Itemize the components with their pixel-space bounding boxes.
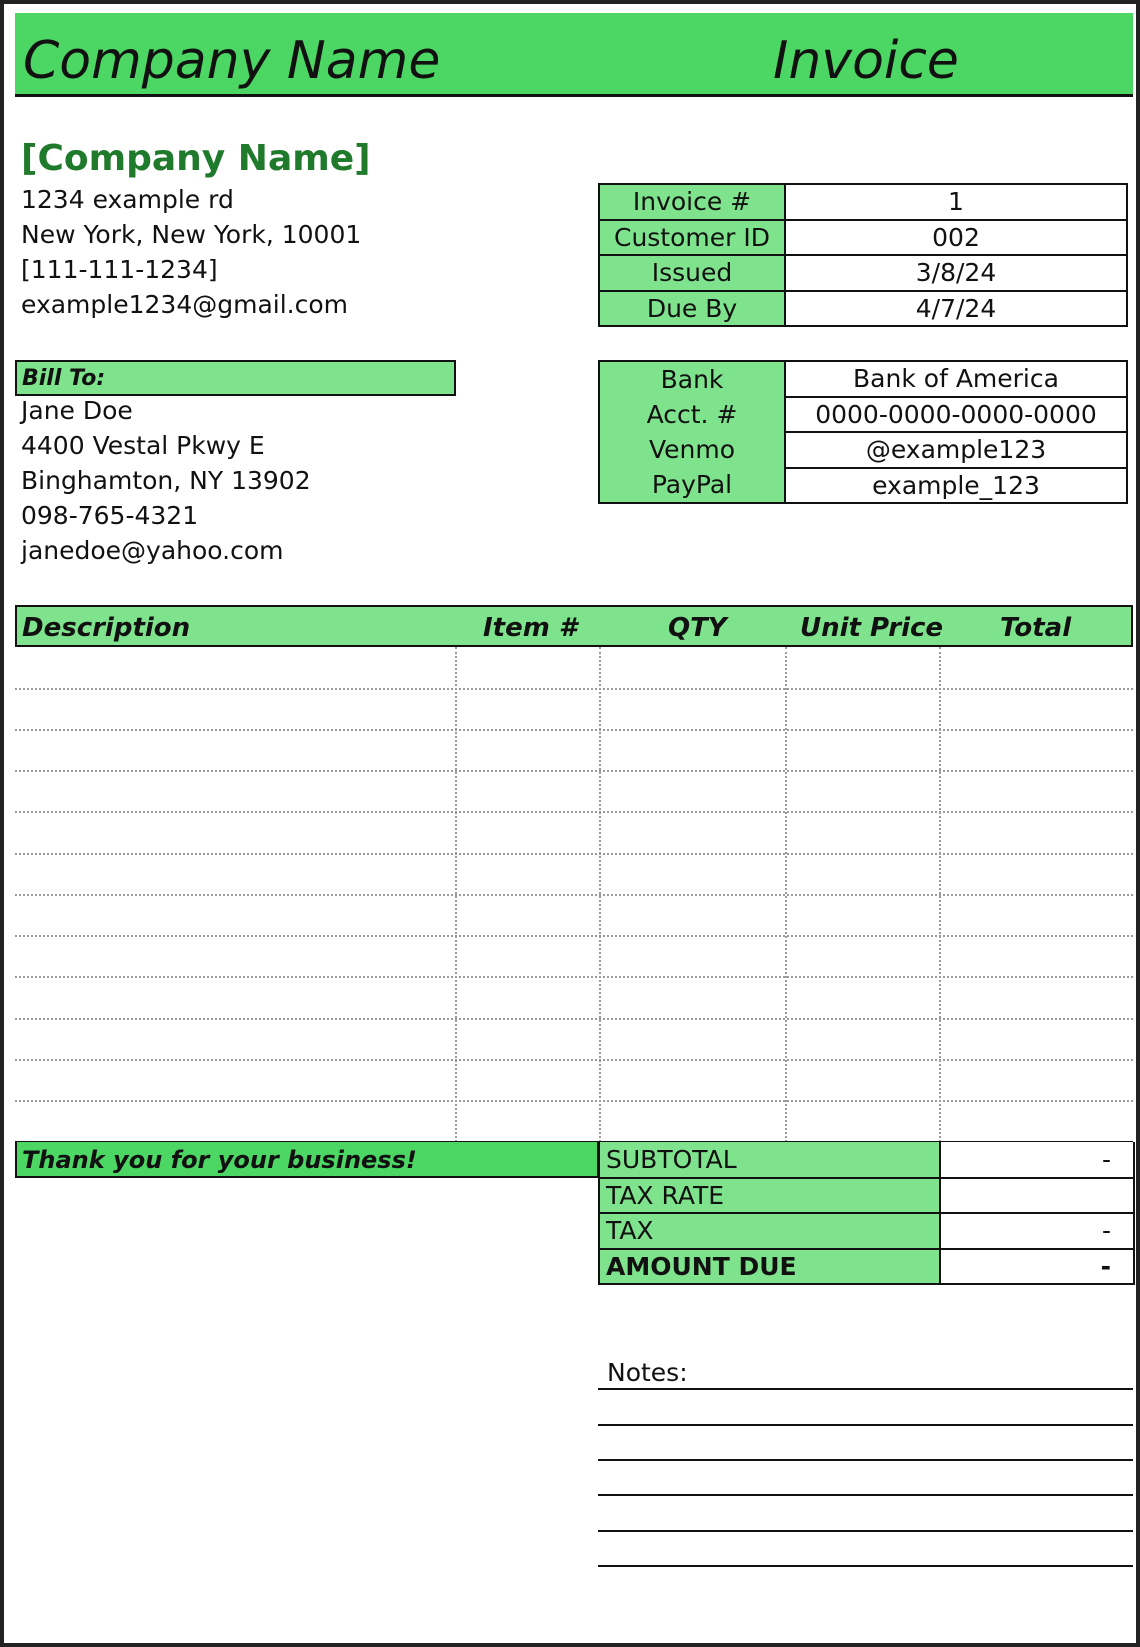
invoice-number-value[interactable]: 1 [785, 184, 1127, 220]
items-table-body[interactable] [15, 647, 1133, 1142]
notes-line[interactable] [598, 1565, 1133, 1567]
notes-label: Notes: [607, 1358, 688, 1387]
bank-row [599, 361, 1127, 397]
notes-line[interactable] [598, 1530, 1133, 1532]
due-by-row [599, 291, 1127, 327]
notes-line[interactable] [598, 1459, 1133, 1461]
header-invoice-title: Invoice [773, 31, 959, 91]
table-row-divider [15, 894, 1133, 896]
invoice-info-table [598, 183, 1128, 327]
customer-id-value[interactable]: 002 [785, 220, 1127, 256]
bill-to-city: Binghamton, NY 13902 [21, 466, 311, 495]
table-row-divider [15, 811, 1133, 813]
bank-value[interactable]: Bank of America [785, 361, 1127, 397]
venmo-value[interactable]: @example123 [785, 432, 1127, 468]
notes-line[interactable] [598, 1424, 1133, 1426]
subtotal-value: - [940, 1142, 1134, 1178]
header-bar [15, 13, 1133, 97]
amount-due-row [599, 1249, 1134, 1285]
bill-to-email: janedoe@yahoo.com [21, 536, 284, 565]
notes-line[interactable] [598, 1388, 1133, 1390]
table-row-divider [15, 688, 1133, 690]
column-header-item-number: Item # [483, 613, 577, 643]
bill-to-street: 4400 Vestal Pkwy E [21, 431, 265, 460]
table-row-divider [15, 770, 1133, 772]
tax-row [599, 1213, 1134, 1249]
customer-id-row [599, 220, 1127, 256]
payment-info-table [598, 360, 1128, 504]
table-row-divider [15, 729, 1133, 731]
invoice-number-label: Invoice # [599, 184, 785, 220]
table-row-divider [15, 1100, 1133, 1102]
header-company-name: Company Name [23, 31, 441, 91]
account-value[interactable]: 0000-0000-0000-0000 [785, 397, 1127, 433]
due-by-value[interactable]: 4/7/24 [785, 291, 1127, 327]
notes-line[interactable] [598, 1494, 1133, 1496]
table-row-divider [15, 935, 1133, 937]
table-row-divider [15, 976, 1133, 978]
tax-rate-label: TAX RATE [599, 1178, 940, 1214]
bill-to-name: Jane Doe [21, 396, 133, 425]
column-header-total: Total [1000, 613, 1072, 643]
paypal-label: PayPal [599, 468, 785, 504]
subtotal-row [599, 1142, 1134, 1178]
account-label: Acct. # [599, 397, 785, 433]
tax-rate-row [599, 1178, 1134, 1214]
table-column-divider [599, 647, 601, 1142]
table-row-divider [15, 853, 1133, 855]
table-row-divider [15, 1018, 1133, 1020]
company-address-line: 1234 example rd [21, 185, 234, 214]
column-header-qty: QTY [668, 613, 727, 643]
column-header-description: Description [22, 613, 191, 643]
issued-value[interactable]: 3/8/24 [785, 255, 1127, 291]
company-phone: [111-111-1234] [21, 255, 218, 284]
bill-to-phone: 098-765-4321 [21, 501, 199, 530]
customer-id-label: Customer ID [599, 220, 785, 256]
table-column-divider [455, 647, 457, 1142]
issued-row [599, 255, 1127, 291]
tax-value: - [940, 1213, 1134, 1249]
account-row [599, 397, 1127, 433]
table-row-divider [15, 1059, 1133, 1061]
items-table-header [15, 605, 1133, 647]
paypal-row [599, 468, 1127, 504]
paypal-value[interactable]: example_123 [785, 468, 1127, 504]
due-by-label: Due By [599, 291, 785, 327]
venmo-label: Venmo [599, 432, 785, 468]
subtotal-label: SUBTOTAL [599, 1142, 940, 1178]
amount-due-label: AMOUNT DUE [599, 1249, 940, 1285]
tax-rate-value[interactable] [940, 1178, 1134, 1214]
totals-table [598, 1142, 1135, 1285]
thank-you-text: Thank you for your business! [22, 1146, 417, 1174]
amount-due-value: - [940, 1249, 1134, 1285]
table-column-divider [785, 647, 787, 1142]
issued-label: Issued [599, 255, 785, 291]
bank-label: Bank [599, 361, 785, 397]
table-column-divider [939, 647, 941, 1142]
thank-you-bar [15, 1142, 599, 1178]
bill-to-label: Bill To: [22, 366, 106, 391]
tax-label: TAX [599, 1213, 940, 1249]
company-name: [Company Name] [21, 138, 371, 179]
company-address-line: New York, New York, 10001 [21, 220, 362, 249]
bill-to-header [15, 360, 456, 396]
invoice-number-row [599, 184, 1127, 220]
company-email: example1234@gmail.com [21, 290, 349, 319]
venmo-row [599, 432, 1127, 468]
column-header-unit-price: Unit Price [800, 613, 944, 643]
